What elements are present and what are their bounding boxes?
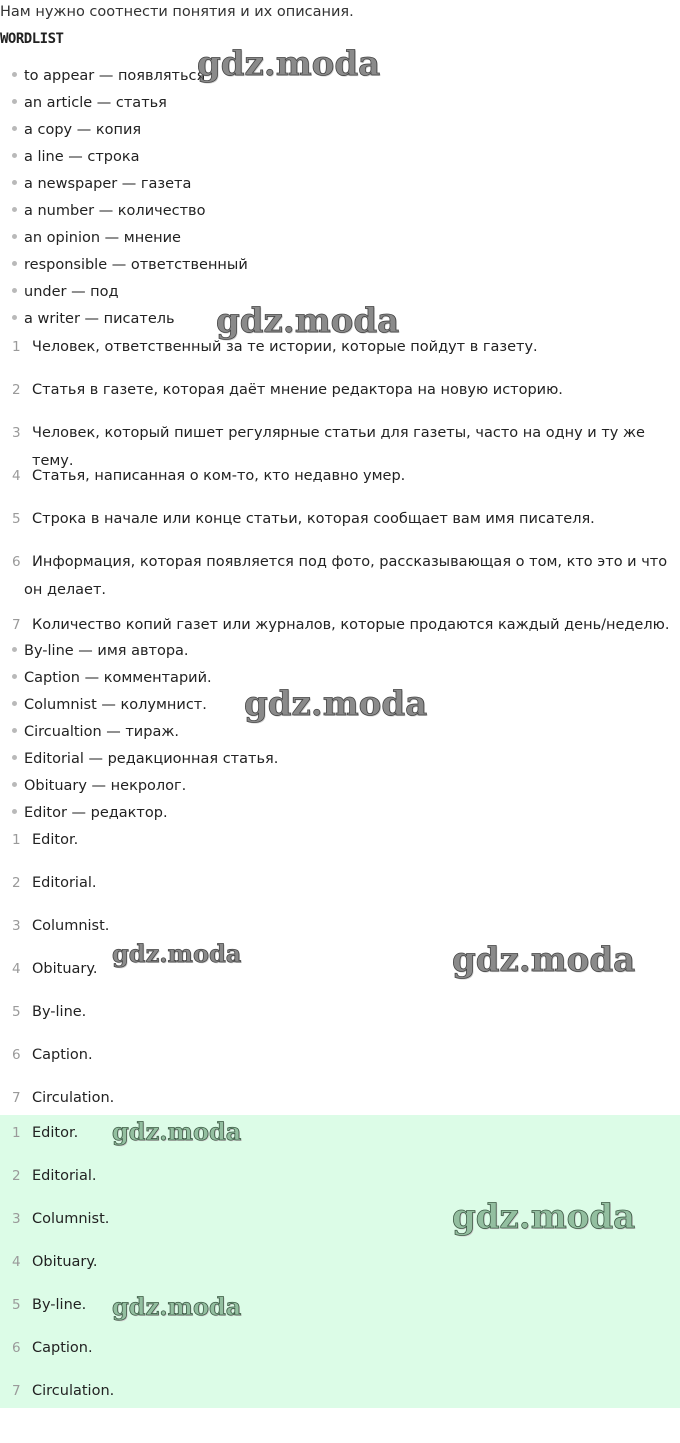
list-item: a writer — писатель bbox=[12, 306, 175, 333]
list-item: a number — количество bbox=[12, 198, 205, 225]
bullet-icon bbox=[12, 728, 17, 733]
item-number: 3 bbox=[12, 918, 21, 934]
answer-text: Editor. bbox=[32, 832, 79, 848]
watermark-logo: gdz.moda bbox=[216, 301, 400, 341]
answer-text: Circulation. bbox=[32, 1383, 115, 1399]
bullet-icon bbox=[12, 809, 17, 814]
watermark-logo: gdz.moda bbox=[197, 44, 381, 84]
list-item: a copy — копия bbox=[12, 117, 141, 144]
answer-text: Obituary. bbox=[32, 1254, 98, 1270]
answer-text: Columnist. bbox=[32, 918, 110, 934]
intro-text: Нам нужно соотнести понятия и их описания. bbox=[0, 4, 354, 20]
watermark-logo: gdz.moda bbox=[112, 1117, 242, 1146]
item-number: 6 bbox=[12, 1340, 21, 1356]
definition-text: Строка в начале или конце статьи, которая сообщает вам имя писателя. bbox=[32, 511, 595, 527]
watermark-logo: gdz.moda bbox=[452, 940, 636, 980]
definition-text: Статья в газете, которая даёт мнение редактора на новую историю. bbox=[32, 382, 563, 398]
list-item: a newspaper — газета bbox=[12, 171, 191, 198]
bullet-icon bbox=[12, 674, 17, 679]
list-item: By-line — имя автора. bbox=[12, 638, 189, 665]
list-item: under — под bbox=[12, 279, 119, 306]
watermark-logo: gdz.moda bbox=[112, 939, 242, 968]
item-number: 5 bbox=[12, 1297, 21, 1313]
bullet-icon bbox=[12, 755, 17, 760]
list-item: to appear — появляться bbox=[12, 63, 205, 90]
definition-text: Человек, который пишет регулярные статьи для газеты, часто на одну и ту же тему. bbox=[32, 425, 645, 469]
list-item: an article — статья bbox=[12, 90, 167, 117]
item-number: 7 bbox=[12, 1090, 21, 1106]
answer-text: Editorial. bbox=[32, 1168, 97, 1184]
item-number: 4 bbox=[12, 961, 21, 977]
answer-text: By-line. bbox=[32, 1297, 87, 1313]
answer-text: Circulation. bbox=[32, 1090, 115, 1106]
item-number: 3 bbox=[12, 1211, 21, 1227]
item-number: 4 bbox=[12, 468, 21, 484]
item-number: 1 bbox=[12, 832, 21, 848]
item-number: 2 bbox=[12, 1168, 21, 1184]
item-number: 5 bbox=[12, 1004, 21, 1020]
item-number: 1 bbox=[12, 339, 21, 355]
answer-text: Columnist. bbox=[32, 1211, 110, 1227]
bullet-icon bbox=[12, 288, 17, 293]
item-number: 1 bbox=[12, 1125, 21, 1141]
answer-text: By-line. bbox=[32, 1004, 87, 1020]
watermark-logo: gdz.moda bbox=[452, 1197, 636, 1237]
bullet-icon bbox=[12, 234, 17, 239]
list-item: an opinion — мнение bbox=[12, 225, 181, 252]
answer-text: Editorial. bbox=[32, 875, 97, 891]
definition-text: Человек, ответственный за те истории, которые пойдут в газету. bbox=[32, 339, 538, 355]
item-number: 7 bbox=[12, 1383, 21, 1399]
bullet-icon bbox=[12, 126, 17, 131]
list-item: Circualtion — тираж. bbox=[12, 719, 179, 746]
item-number: 6 bbox=[12, 554, 21, 570]
wordlist-heading: WORDLIST bbox=[0, 31, 64, 47]
bullet-icon bbox=[12, 99, 17, 104]
answer-text: Editor. bbox=[32, 1125, 79, 1141]
definition-text: Количество копий газет или журналов, которые продаются каждый день/неделю. bbox=[32, 617, 670, 633]
list-item: Obituary — некролог. bbox=[12, 773, 186, 800]
bullet-icon bbox=[12, 701, 17, 706]
item-number: 7 bbox=[12, 617, 21, 633]
item-number: 4 bbox=[12, 1254, 21, 1270]
item-number: 2 bbox=[12, 382, 21, 398]
answer-text: Obituary. bbox=[32, 961, 98, 977]
item-number: 5 bbox=[12, 511, 21, 527]
bullet-icon bbox=[12, 261, 17, 266]
definition-text: Статья, написанная о ком-то, кто недавно умер. bbox=[32, 468, 406, 484]
item-number: 2 bbox=[12, 875, 21, 891]
answer-text: Caption. bbox=[32, 1047, 93, 1063]
list-item: Columnist — колумнист. bbox=[12, 692, 207, 719]
bullet-icon bbox=[12, 180, 17, 185]
bullet-icon bbox=[12, 782, 17, 787]
definition-text: Информация, которая появляется под фото, рассказывающая о том, кто это и что он делает. bbox=[24, 554, 668, 598]
watermark-logo: gdz.moda bbox=[112, 1292, 242, 1321]
answer-text: Caption. bbox=[32, 1340, 93, 1356]
bullet-icon bbox=[12, 315, 17, 320]
list-item: a line — строка bbox=[12, 144, 140, 171]
list-item: Editor — редактор. bbox=[12, 800, 168, 827]
bullet-icon bbox=[12, 207, 17, 212]
item-number: 6 bbox=[12, 1047, 21, 1063]
list-item: Caption — комментарий. bbox=[12, 665, 212, 692]
item-number: 3 bbox=[12, 425, 21, 441]
bullet-icon bbox=[12, 72, 17, 77]
bullet-icon bbox=[12, 153, 17, 158]
bullet-icon bbox=[12, 647, 17, 652]
list-item: Editorial — редакционная статья. bbox=[12, 746, 278, 773]
list-item: responsible — ответственный bbox=[12, 252, 248, 279]
watermark-logo: gdz.moda bbox=[244, 684, 428, 724]
